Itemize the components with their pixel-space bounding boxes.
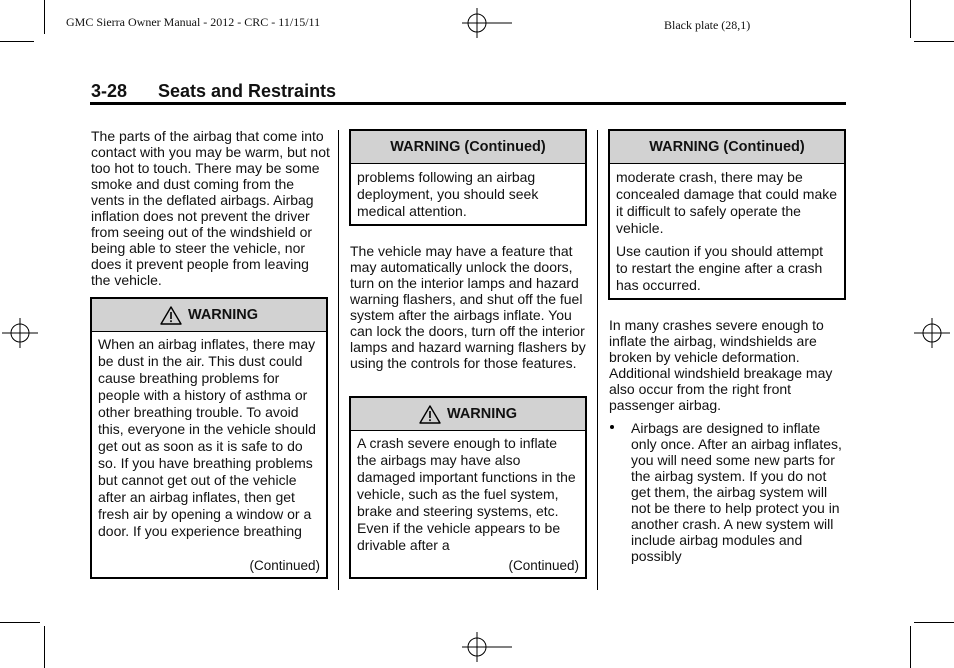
bullet-item: Airbags are designed to inflate only once. After an airbag inflates, you will need some new parts for the airbag system. If you do not get them, the airbag system will not be there to help protect you in another crash. A new system will include airbag modules and possibly bbox=[631, 420, 842, 564]
continued-label: (Continued) bbox=[508, 558, 579, 573]
column-divider bbox=[338, 130, 339, 590]
warning-body: When an airbag inflates, there may be dust in the air. This dust could cause breathing problems for people with a history of asthma or other breathing trouble. To avoid this, everyone in the vehicle should get out as soon as it is safe to do so. If you have breathing problems but cannot get out of the vehicle after an airbag inflates, then get fresh air by opening a window or a door. If you experience breathing bbox=[98, 336, 316, 539]
page-number: 3-28 bbox=[91, 81, 128, 101]
warning-continued-box bbox=[608, 129, 846, 300]
warning-continued-header: WARNING (Continued) bbox=[351, 131, 585, 164]
continued-label: (Continued) bbox=[249, 558, 320, 573]
warning-continued-body-2: Use caution if you should attempt to restart the engine after a crash has occurred. bbox=[616, 243, 824, 293]
windshield-paragraph: In many crashes severe enough to inflate the airbag, windshields are broken by vehicle deformation. Additional windshield breakage may also occur from the right front passenger airbag. bbox=[609, 317, 833, 413]
crop-mark bbox=[910, 0, 911, 38]
warning-continued-body-1: moderate crash, there may be concealed damage that could make it difficult to safely operate the vehicle. bbox=[616, 169, 838, 236]
crop-mark bbox=[910, 626, 911, 668]
crop-mark bbox=[914, 41, 954, 42]
plate-number: Black plate (28,1) bbox=[664, 18, 751, 32]
warning-header bbox=[92, 299, 326, 332]
warning-continued-box bbox=[349, 129, 587, 226]
crop-mark bbox=[914, 622, 954, 623]
warning-continued-header: WARNING (Continued) bbox=[610, 131, 844, 164]
unlock-feature-paragraph: The vehicle may have a feature that may automatically unlock the doors, turn on the interior lamps and hazard warning flashers, and shut off the fuel system after the airbags inflate. You can lock the doors, turn off the interior lamps and hazard warning flashers by using the controls for those features. bbox=[350, 243, 586, 371]
warning-title: WARNING bbox=[187, 307, 259, 323]
warning-title: WARNING bbox=[446, 406, 518, 422]
crop-mark bbox=[0, 622, 40, 623]
plate-info: GMC Sierra Owner Manual - 2012 - CRC - 11/15/11 bbox=[66, 15, 321, 29]
column-divider bbox=[597, 130, 598, 590]
warning-triangle-icon bbox=[160, 306, 182, 325]
bullet-icon bbox=[610, 425, 614, 429]
warning-box bbox=[349, 396, 587, 579]
crop-mark bbox=[44, 0, 45, 34]
crop-mark bbox=[44, 626, 45, 668]
crop-mark bbox=[0, 41, 34, 42]
warning-body: A crash severe enough to inflate the airbags may have also damaged important functions in the vehicle, such as the fuel system, brake and steering systems, etc. Even if the vehicle appears to be drivable after a bbox=[357, 435, 576, 553]
registration-mark-icon bbox=[2, 318, 38, 348]
registration-mark-icon bbox=[462, 632, 512, 662]
warning-continued-body: problems following an airbag deployment, you should seek medical attention. bbox=[357, 169, 539, 219]
warning-triangle-icon bbox=[419, 405, 441, 424]
warning-header bbox=[351, 398, 585, 431]
intro-paragraph: The parts of the airbag that come into contact with you may be warm, but not too hot to touch. There may be some smoke and dust coming from the vents in the deflated airbags. Airbag inflation does not prevent the driver from seeing out of the windshield or being able to steer the vehicle, nor does it prevent people from leaving the vehicle. bbox=[91, 128, 330, 288]
warning-box bbox=[90, 297, 328, 579]
registration-mark-icon bbox=[914, 318, 950, 348]
section-title: Seats and Restraints bbox=[158, 81, 337, 101]
registration-mark-icon bbox=[462, 8, 512, 38]
header-rule bbox=[90, 102, 846, 105]
